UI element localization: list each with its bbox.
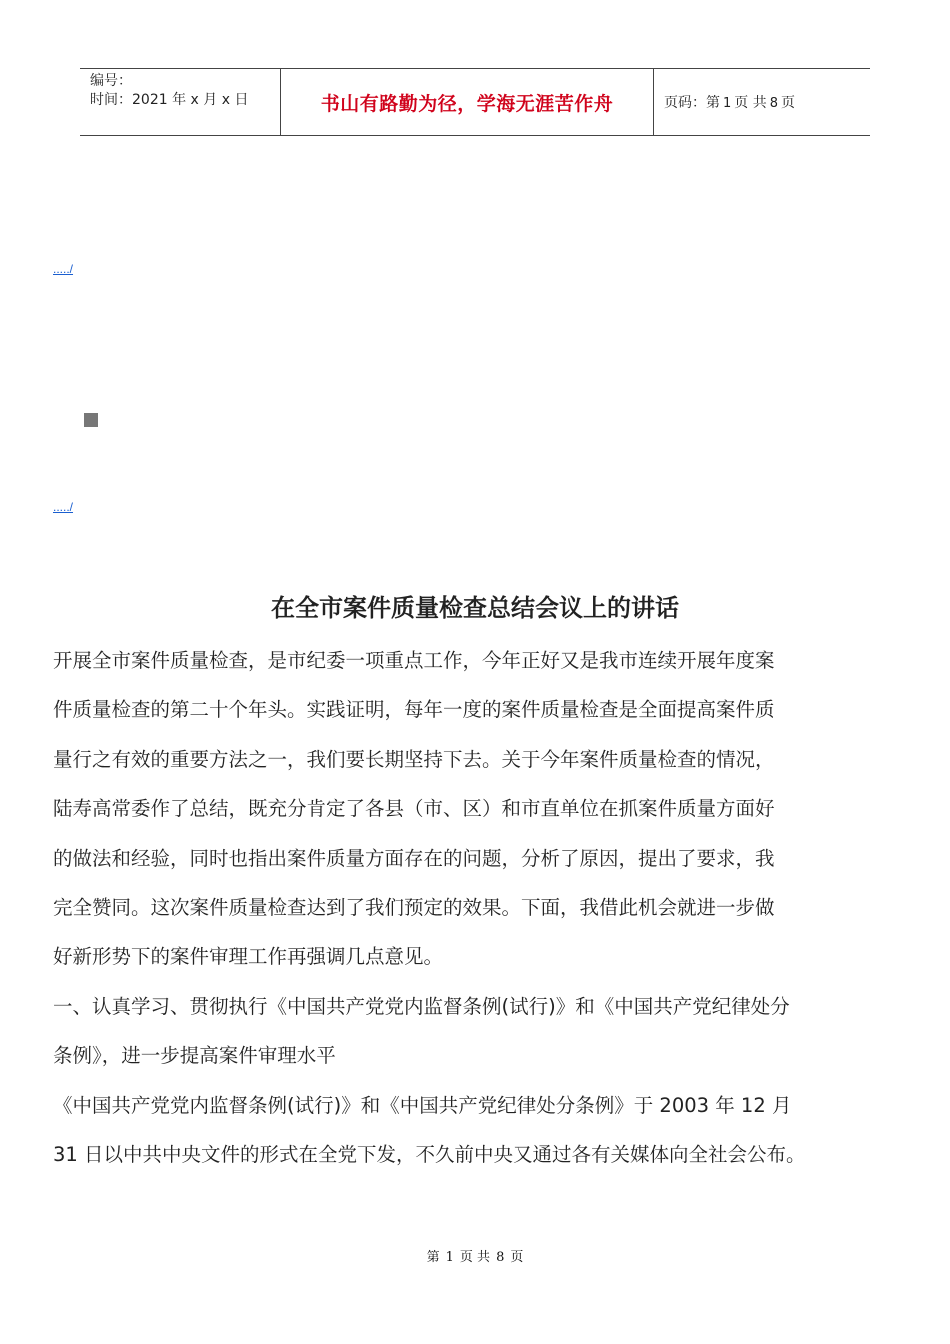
ellipsis-link-2[interactable]: ...../ — [53, 500, 74, 514]
time-rest: 年 x 月 x 日 — [172, 92, 249, 108]
document-body — [53, 636, 899, 1179]
body-line: 开展全市案件质量检查，是市纪委一项重点工作，今年正好又是我市连续开展年度案 — [53, 649, 775, 672]
header-page-cell — [654, 69, 870, 135]
body-line: 完全赞同。这次案件质量检查达到了我们预定的效果。下面，我借此机会就进一步做 — [53, 895, 775, 919]
motto-text: 书山有路勤为径，学海无涯苦作舟 — [320, 92, 614, 115]
header-page-number — [664, 92, 795, 112]
broken-image-icon — [84, 413, 98, 427]
header-table — [80, 68, 870, 136]
page-label: 页码：第 — [664, 95, 720, 111]
section-heading-line: 条例》，进一步提高案件审理水平 — [53, 1044, 336, 1068]
body-line: 31 日以中共中央文件的形式在全党下发，不久前中央又通过各有关媒体向全社会公布。 — [53, 1142, 806, 1166]
footer-suffix: 页 — [510, 1250, 524, 1265]
time-label: 时间： — [90, 92, 132, 108]
body-line: 件质量检查的第二十个年头。实践证明，每年一度的案件质量检查是全面提高案件质 — [53, 698, 775, 722]
page-mid: 页 共 — [734, 95, 767, 111]
page-current: 1 — [723, 96, 732, 111]
footer-mid: 页 共 — [459, 1250, 491, 1265]
header-motto-cell — [281, 69, 654, 135]
footer-total: 8 — [496, 1250, 505, 1265]
section-heading-line: 一、认真学习、贯彻执行《中国共产党党内监督条例(试行)》和《中国共产党纪律处分 — [53, 994, 790, 1018]
body-line: 《中国共产党党内监督条例(试行)》和《中国共产党纪律处分条例》于 2003 年 12 月 — [53, 1093, 792, 1117]
footer-current: 1 — [445, 1250, 454, 1265]
document-number-label: 编号： — [90, 73, 132, 89]
ellipsis-link[interactable]: ...../ — [53, 262, 74, 276]
body-line: 的做法和经验，同时也指出案件质量方面存在的问题，分析了原因，提出了要求，我 — [53, 846, 775, 870]
header-info-cell — [80, 69, 281, 135]
document-time — [90, 91, 280, 110]
document-title: 在全市案件质量检查总结会议上的讲话 — [271, 594, 679, 622]
footer-prefix: 第 — [426, 1250, 440, 1265]
body-line: 量行之有效的重要方法之一，我们要长期坚持下去。关于今年案件质量检查的情况， — [53, 747, 775, 771]
body-line: 好新形势下的案件审理工作再强调几点意见。 — [53, 945, 444, 969]
page-end: 页 — [781, 95, 796, 111]
page-total: 8 — [769, 96, 779, 111]
page-footer — [0, 1246, 950, 1265]
time-year: 2021 — [132, 92, 168, 108]
body-line: 陆寿高常委作了总结，既充分肯定了各县（市、区）和市直单位在抓案件质量方面好 — [53, 797, 775, 821]
